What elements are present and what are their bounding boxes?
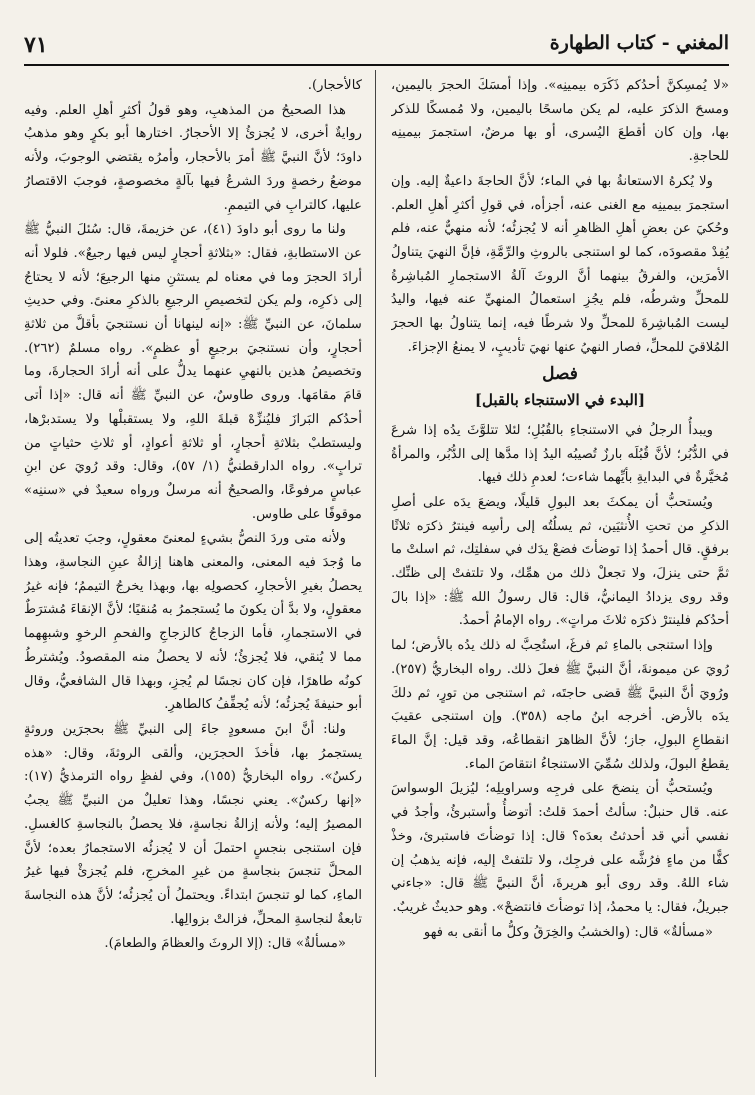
masala-line: «مسألةٌ» قال: (والخشبُ والخِرَقُ وكلُّ ما أنقى به فهو <box>423 924 713 940</box>
paragraph: ولنا: أنَّ ابنَ مسعودٍ جاءَ إلى النبيِّ ﷺ بحجرَين وروثةٍ يستجمرُ بها، فأخذَ الحجرَين، وألقى الروثةَ، وقال: «هذه ركسٌ». رواه البخاريُّ (١٥٥)، وفي لفظٍ رواه الترمذيُّ (١٧): «إنها ركسٌ». يعني نجسًا، وهذا تعليلٌ من النبيِّ ﷺ يجبُ المصيرُ إليه؛ ولأنه إزالةُ نجاسةٍ، فلا يحصلُ بالنجاسةِ كالغسلِ. فإن استنجى بنجسٍ احتملَ أن لا يُجزئُه الاستجمارُ بعده؛ لأنَّ المحلَّ تنجسَ بنجاسةٍ من غيرِ المخرجِ، فلم يُجزئْ فيها غيرُ الماءِ، كما لو تنجسَ ابتداءً. ويحتملُ أن يُجزئُه؛ لأنَّ هذه النجاسةَ تابعةٌ لنجاسةِ المحلِّ، فزالتْ بزوالِها. <box>24 721 362 927</box>
masala-line: «مسألةٌ» قال: (إلا الروثَ والعظامَ والطعامَ). <box>104 936 346 952</box>
paragraph: ولنا ما روى أبو داودَ (٤١)، عن خزيمةَ، قال: سُئلَ النبيُّ ﷺ عن الاستطابةِ، فقال: «بثلاثةِ أحجارٍ ليس فيها رجيعٌ». فلولا أنه أرادَ الحجرَ وما في معناه لم يستثنِ منها الرجيعَ؛ لأنه لا يحتاجُ إلى ذكرِه، ولم يكن لتخصيصِ الرجيعِ بالذكرِ معنىً. وفي حديثِ سلمانَ، عن النبيِّ ﷺ: «إنه لينهانا أن نستنجيَ بأقلَّ من ثلاثةِ أحجارٍ، وأن نستنجيَ برجيعٍ أو عظمٍ». رواه مسلمٌ (٢٦٢). وتخصيصُ هذين بالنهيِ عنهما يدلُّ على أنه أرادَ الحجارةَ، وما قامَ مقامَها. وروى طاوسٌ، عن النبيِّ ﷺ أنه قال: «إذا أتى أحدُكم البَرازَ فليُنزِّهْ قبلةَ اللهِ، ولا يستقبلْها ولا يستدبرْها، وليستطبْ بثلاثةِ أحجارٍ، أو ثلاثةِ أعوادٍ، أو ثلاثِ حثياتٍ من ترابٍ». رواه الدارقطنيُّ (١/ ٥٧)، وقال: وقد رُويَ عن ابنِ عباسٍ مرفوعًا، والصحيحُ أنه مرسلٌ ورواه سعيدٌ في «سننِه» موقوفًا على طاوس. <box>24 222 362 522</box>
paragraph: هذا الصحيحُ من المذهبِ، وهو قولُ أكثرِ أهلِ العلم. وفيه روايةٌ أخرى، لا يُجزئُ إلا الأحجارُ. اختارها أبو بكرٍ وهو مذهبُ داودَ؛ لأنَّ النبيَّ ﷺ أمرَ بالأحجار، وأمرُه يقتضي الوجوبَ، ولأنه موضعُ رخصةٍ وردَ الشرعُ فيها بآلةٍ مخصوصةٍ، فوجبَ الاقتصارُ عليها، كالترابِ في التيممِ. <box>24 102 362 213</box>
running-title: المغني - كتاب الطهارة <box>549 32 729 54</box>
column-divider <box>375 70 376 1077</box>
right-column <box>391 74 729 1077</box>
paragraph: ولا يُكرهُ الاستعانةُ بها في الماء؛ لأنَّ الحاجةَ داعيةٌ إليه. وإن استجمرَ بيمينِه مع الغنى عنه، أجزأه، في قولِ أكثرِ أهلِ العلم. وحُكيَ عن بعضِ أهلِ الظاهرِ أنه لا يُجزئُه؛ لأنه منهيٌّ عنه، فلم يُفِدْ مقصودَه، كما لو استنجى بالروثِ والرِّمَّةِ، فإنَّ النهيَ يتناولُ الأمرَين، والفرقُ بينهما أنَّ الروثَ آلةُ الاستجمارِ المُباشِرةُ للمحلِّ وشرطُه، فلم يجُزِ استعمالُ المنهيِّ عنه فيها، واليدُ ليست المُباشِرةَ للمحلِّ ولا شرطًا فيه، إنما يتناولُ بها الحجرَ المُلاقيَ للمحلِّ، فصار النهيُ عنها نهيَ تأديبٍ، لا يمنعُ الإجزاءَ. <box>391 173 729 355</box>
paragraph: وإذا استنجى بالماءِ ثم فرغَ، استُحِبَّ له ذلك يدُه بالأرض؛ لما رُويَ عن ميمونةَ، أنَّ النبيَّ ﷺ فعلَ ذلك. رواه البخاريُّ (٢٥٧). ورُويَ أنَّ النبيَّ ﷺ قضى حاجتَه، ثم استنجى من تورٍ، ثم دلكَ يدَه بالأرض. أخرجه ابنُ ماجه (٣٥٨). وإن استنجى عقيبَ انقطاعِ البولِ، جاز؛ لأنَّ الظاهرَ انقطاعُه، وقد قيل: إنَّ الماءَ يقطعُ البولَ، ولذلك سُمِّيَ الاستنجاءُ انتقاصَ الماء. <box>391 638 729 772</box>
header-rule <box>24 64 729 66</box>
paragraph: ويبدأُ الرجلُ في الاستنجاءِ بالقُبُلِ؛ لئلا تتلوَّثَ يدُه إذا شرعَ في الدُّبُر؛ لأنَّ قُبُلَه بارزٌ تُصيبُه اليدُ إذا مدَّها إلى الدُّبُر، والمرأةُ مُخيَّرةٌ في البدايةِ بأيِّهما شاءت؛ لعدمِ ذلك فيها. <box>391 422 729 486</box>
paragraph: ويُستحبُّ أن ينضحَ على فرجِه وسراويلِه؛ ليُزيلَ الوسواسَ عنه. قال حنبلٌ: سألتُ أحمدَ قلتُ: أتوضأُ وأستبرئُ، وأجدُ في نفسي أني قد أحدثتُ بعدَه؟ قال: إذا توضأتَ فاستبرئ، وخذْ كفًّا من ماءٍ فرُشَّه على فرجِك، ولا تلتفتْ إليه، فإنه يذهبُ إن شاء اللهُ. وقد روى أبو هريرةَ، أنَّ النبيَّ ﷺ قال: «جاءني جبريلُ، فقال: يا محمدُ، إذا توضأتَ فانتضحْ». وهو حديثٌ غريبٌ. <box>391 781 729 915</box>
paragraph: كالأحجار). <box>307 78 362 93</box>
section-title: فصل <box>542 364 578 385</box>
page-header <box>24 30 729 66</box>
paragraph: ولأنه متى وردَ النصُّ بشيءٍ لمعنىً معقولٍ، وجبَ تعديتُه إلى ما وُجدَ فيه المعنى، والمعنى هاهنا إزالةُ عينِ النجاسةِ، وهذا يحصلُ بغيرِ الأحجارِ، كحصولِه بها، وبهذا يخرجُ التيممُ؛ فإنه غيرُ معقولٍ، ولا بدَّ أن يكونَ ما يُستجمرُ به مُنقيًا؛ لأنَّ الإنقاءَ مُشترَطٌ في الاستجمارِ، فأما الزجاجُ كالزجاجِ والفحمِ الرخوِ وشبهِهما مما لا يُنقي، فلا يُجزئُ؛ لأنه لا يحصلُ منه المقصودُ. ويُشترطُ كونُه طاهرًا، فإن كان نجسًا لم يُجزِ، وبهذا قال الشافعيُّ، وقال أبو حنيفةَ يُجزئُه؛ لأنه يُجفِّفُ كالطاهرِ. <box>24 531 362 713</box>
left-column <box>24 74 362 1077</box>
paragraph: «لا يُمسِكنَّ أحدُكم ذَكَرَه بيمينِه». وإذا أمسَكَ الحجرَ باليمين، ومسحَ الذكرَ عليه، لم يكن ماسحًا باليمين، ولا مُمسكًا للذكر بها، وإن كان أقطعَ اليُسرى، أو بها مرضٌ، استجمرَ بيمينِه للحاجةِ. <box>391 78 729 165</box>
paragraph: ويُستحبُّ أن يمكثَ بعد البولِ قليلًا، ويضعَ يدَه على أصلِ الذكرِ من تحتِ الأُنثيَين، ثم يسلُتُه إلى رأسِه فينترُ ذكرَه ثلاثًا برفقٍ. قال أحمدُ إذا توضأتَ فضعْ يدَك في سفلتِك، ثم اسلتْ ما ثمَّ حتى ينزلَ، ولا تجعلْ ذلك من همِّك، ولا تلتفتْ إلى ظنِّك. وقد روى يزدادُ اليمانيُّ، قال: قال رسولُ الله ﷺ: «إذا بالَ أحدُكم فلينترْ ذكرَه ثلاثَ مراتٍ». رواه الإمامُ أحمدُ. <box>391 494 729 629</box>
page-number: ٧١ <box>24 32 48 58</box>
section-subtitle: [البدء في الاستنجاء بالقبل] <box>474 391 646 410</box>
